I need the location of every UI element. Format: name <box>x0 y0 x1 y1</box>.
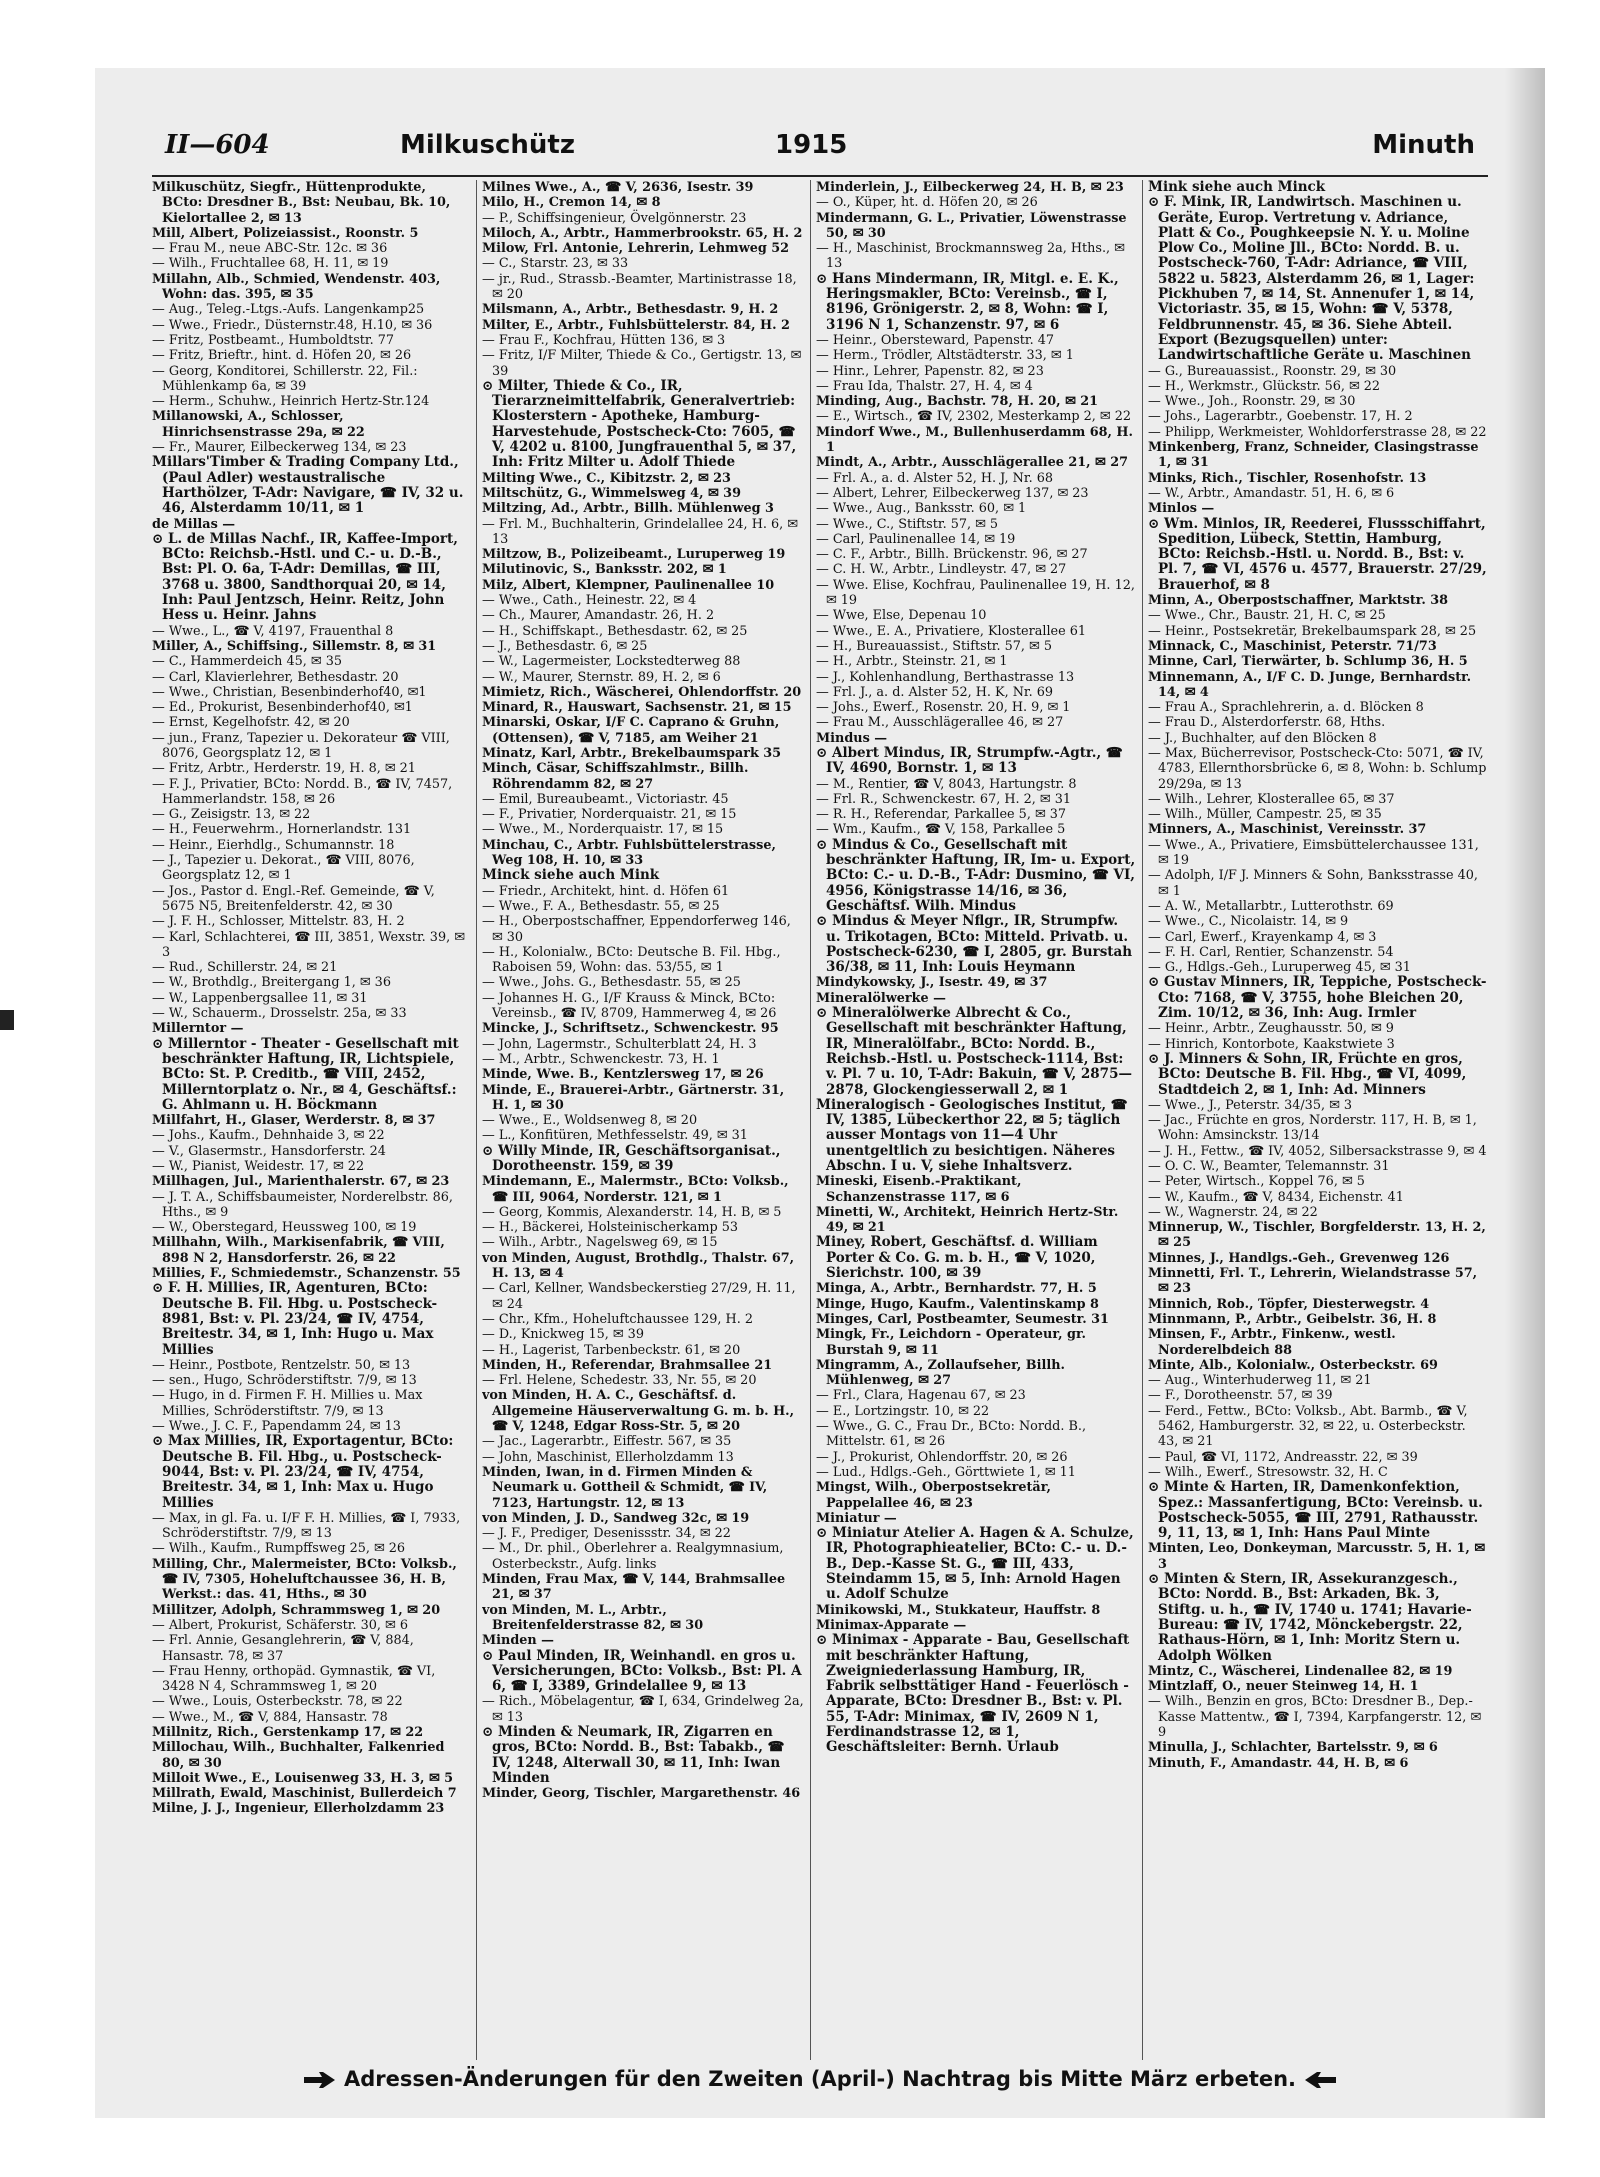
directory-entry: — Herm., Schuhw., Heinrich Hertz-Str.124 <box>152 394 430 410</box>
directory-entry: — jun., Franz, Tapezier u. Dekorateur ☎ VIII, 8076, Georgsplatz 12, ✉ 1 <box>152 730 450 761</box>
directory-entry: — Wwe., Joh., Roonstr. 29, ✉ 30 <box>1148 394 1356 410</box>
directory-entry: Minks, Rich., Tischler, Rosenhofstr. 13 <box>1148 470 1427 486</box>
header-rule <box>152 175 1488 177</box>
directory-entry: — H., Bäckerei, Holsteinischerkamp 53 <box>482 1220 739 1236</box>
directory-entry: — Wwe., Louis, Osterbeckstr. 78, ✉ 22 <box>152 1694 403 1710</box>
directory-entry: — R. H., Referendar, Parkallee 5, ✉ 37 <box>816 807 1067 823</box>
directory-entry: — Wilh., Benzin en gros, BCto: Dresdner B., Dep.-Kasse Mattentw., ☎ I, 7394, Karpfangerstr. 12, ✉ 9 <box>1148 1694 1482 1740</box>
directory-entry: ⊙ Minte & Harten, IR, Damenkonfektion, Spez.: Massanfertigung, BCto: Vereinsb. u. Postscheck-5055, ☎ III, 2791, Rathausstr. 9, 11, 13, ✉ 1, Inh: Hans Paul Minte <box>1148 1479 1483 1542</box>
directory-entry: — G., Zeisigstr. 13, ✉ 22 <box>152 807 311 823</box>
directory-entry: Mindt, A., Arbtr., Ausschlägerallee 21, ✉ 27 <box>816 455 1129 471</box>
directory-entry: — Wilh., Fruchtallee 68, H. 11, ✉ 19 <box>152 256 389 272</box>
directory-entry: — H., Kolonialw., BCto: Deutsche B. Fil. Hbg., Raboisen 59, Wohn: das. 53/55, ✉ 1 <box>482 944 781 976</box>
directory-entry: — H., Werkmstr., Glückstr. 56, ✉ 22 <box>1148 378 1381 394</box>
directory-entry: Mindorf Wwe., M., Bullenhuserdamm 68, H. 1 <box>816 424 1133 456</box>
directory-entry: — Aug., Winterhuderweg 11, ✉ 21 <box>1148 1373 1372 1389</box>
directory-entry: — John, Lagermstr., Schulterblatt 24, H. 3 <box>482 1036 757 1052</box>
directory-entry: — Wwe., E., Woldsenweg 8, ✉ 20 <box>482 1113 698 1129</box>
directory-entry: Milz, Albert, Klempner, Paulinenallee 10 <box>482 577 775 593</box>
directory-entry: — Frl. A., a. d. Alster 52, H. J, Nr. 68 <box>816 470 1053 486</box>
directory-entry: Minetti, W., Architekt, Heinrich Hertz-Str. 49, ✉ 21 <box>816 1204 1119 1236</box>
directory-entry: ⊙ Mindus & Meyer Nflgr., IR, Strumpfw. u. Trikotagen, BCto: Mitteld. Privatb. u. Postscheck-6230, ☎ I, 2805, gr. Burstah 36/38, ✉ 11, Inh: Louis Heymann <box>816 913 1133 976</box>
directory-entry: Minnetti, Frl. T., Lehrerin, Wielandstrasse 57, ✉ 23 <box>1148 1266 1478 1297</box>
directory-entry: — Wwe., J., Peterstr. 34/35, ✉ 3 <box>1148 1097 1353 1113</box>
directory-entry: — Wwe., C., Stiftstr. 57, ✉ 5 <box>816 516 999 532</box>
page-header <box>165 130 1475 170</box>
year: 1915 <box>775 130 848 160</box>
last-entry-name: Minuth <box>1372 130 1475 160</box>
directory-entry: — Frau M., neue ABC-Str. 12c. ✉ 36 <box>152 241 388 257</box>
directory-entry: von Minden, H. A. C., Geschäftsf. d. Allgemeine Häuserverwaltung G. m. b. H., ☎ V, 1248, Edgar Ross-Str. 5, ✉ 20 <box>482 1388 795 1435</box>
directory-entry: — Wwe., L., ☎ V, 4197, Frauenthal 8 <box>152 623 394 639</box>
directory-entry: — Frl. Annie, Gesanglehrerin, ☎ V, 884, Hansastr. 78, ✉ 37 <box>152 1633 414 1664</box>
directory-entry: Minden, H., Referendar, Brahmsallee 21 <box>482 1357 773 1373</box>
directory-entry: Minnmann, P., Arbtr., Geibelstr. 36, H. 8 <box>1148 1311 1437 1327</box>
directory-entry: — W., Maurer, Sternstr. 89, H. 2, ✉ 6 <box>482 669 721 685</box>
column-2 <box>482 180 804 2060</box>
directory-entry: Mintzlaff, O., neuer Steinweg 14, H. 1 <box>1148 1679 1419 1695</box>
directory-entry: — W., Arbtr., Amandastr. 51, H. 6, ✉ 6 <box>1148 485 1395 501</box>
scan-edge-mark <box>0 1010 14 1030</box>
directory-entry: — Friedr., Architekt, hint. d. Höfen 61 <box>482 883 730 899</box>
directory-entry: — Wwe., C., Nicolaistr. 14, ✉ 9 <box>1148 914 1349 930</box>
directory-entry: Mindykowsky, J., Isestr. 49, ✉ 37 <box>816 975 1048 991</box>
directory-entry: Minges, Carl, Postbeamter, Seumestr. 31 <box>816 1311 1109 1327</box>
directory-entry: — Wwe., G. C., Frau Dr., BCto: Nordd. B., Mittelstr. 61, ✉ 26 <box>816 1419 1087 1450</box>
directory-entry: Millfahrt, H., Glaser, Werderstr. 8, ✉ 37 <box>152 1113 436 1129</box>
directory-entry: Minden — <box>482 1633 554 1649</box>
directory-entry: — Wwe, Else, Depenau 10 <box>816 608 987 624</box>
directory-entry: — F. J., Privatier, BCto: Nordd. B., ☎ IV, 7457, Hammerlandstr. 158, ✉ 26 <box>152 776 453 807</box>
directory-entry: ⊙ Minimax - Apparate - Bau, Gesellschaft mit beschränkter Haftung, Zweigniederlassung Hamburg, IR, Fabrik selbsttätiger Hand - Feuerlösch - Apparate, BCto: Dresdner B., Bst: v. Pl. 55, T-Adr: Minimax, ☎ IV, 2609 N 1, Ferdinandstrasse 12, ✉ 1, Geschäftsleiter: Bernh. Urlaub <box>816 1632 1130 1756</box>
directory-entry: — Wwe., Chr., Baustr. 21, H. C, ✉ 25 <box>1148 608 1386 624</box>
directory-entry: Minne, Carl, Tierwärter, b. Schlump 36, H. 5 <box>1148 654 1468 670</box>
directory-entry: — Heinr., Postbote, Rentzelstr. 50, ✉ 13 <box>152 1357 411 1373</box>
directory-entry: Miniatur — <box>816 1510 897 1526</box>
directory-entry: Milnes Wwe., A., ☎ V, 2636, Isestr. 39 <box>482 180 754 195</box>
directory-entry: — Jac., Lagerarbtr., Eiffestr. 567, ✉ 35 <box>482 1434 732 1450</box>
directory-entry: von Minden, August, Brothdlg., Thalstr. 67, H. 13, ✉ 4 <box>482 1250 795 1282</box>
directory-entry: — Lud., Hdlgs.-Geh., Görttwiete 1, ✉ 11 <box>816 1464 1076 1480</box>
directory-entry: — J. H., Fettw., ☎ IV, 4052, Silbersackstrasse 9, ✉ 4 <box>1148 1143 1487 1159</box>
directory-entry: Minder, Georg, Tischler, Margarethenstr. 46 <box>482 1786 801 1802</box>
directory-entry: Millars'Timber & Trading Company Ltd., (Paul Adler) westaustralische Harthölzer, T-Adr: Navigare, ☎ IV, 32 u. 46, Alsterdamm 10/11, ✉ 1 <box>152 454 464 517</box>
directory-entry: — M., Rentier, ☎ V, 8043, Hartungstr. 8 <box>816 776 1077 792</box>
directory-entry: Miltzing, Ad., Arbtr., Billh. Mühlenweg 3 <box>482 501 774 517</box>
directory-entry: Minch, Cäsar, Schiffszahlmstr., Billh. Röhrendamm 82, ✉ 27 <box>482 761 749 792</box>
first-entry-name: Milkuschütz <box>400 130 575 160</box>
directory-entry: — jr., Rud., Strassb.-Beamter, Martinistrasse 18, ✉ 20 <box>482 271 797 303</box>
directory-entry: — C., Hammerdeich 45, ✉ 35 <box>152 654 342 670</box>
directory-entry: — Frau A., Sprachlehrerin, a. d. Blöcken 8 <box>1148 700 1424 716</box>
directory-entry: — Wilh., Ewerf., Stresowstr. 32, H. C <box>1148 1464 1388 1480</box>
directory-entry: ⊙ J. Minners & Sohn, IR, Früchte en gros, BCto: Deutsche B. Fil. Hbg., ☎ VI, 4099, Stadtdeich 2, ✉ 1, Inh: Ad. Minners <box>1148 1050 1467 1098</box>
directory-entry: ⊙ F. H. Millies, IR, Agenturen, BCto: Deutsche B. Fil. Hbg. u. Postscheck-8981, Bst: v. Pl. 23/24, ☎ IV, 4754, Breitestr. 34, ✉ 1, Inh: Hugo u. Max Millies <box>152 1280 438 1358</box>
directory-entry: ⊙ F. Mink, IR, Landwirtsch. Maschinen u. Geräte, Europ. Vertretung v. Adriance, Platt & Co., Poughkeepsie N. Y. u. Moline Plow Co., Moline Jll., BCto: Nordd. B. u. Postscheck-760, T-Adr: Adriance, ☎ VIII, 5822 u. 5823, Alsterdamm 26, ✉ 1, Lager: Pickhuben 7, ✉ 14, St. Annenufer 1, ✉ 14, Victoriastr. 35, ✉ 15, Wohn: ☎ V, 5378, Feldbrunnenstr. 45, ✉ 36. Siehe Abteil. Export (Bezugsquellen) unter: Landwirtschaftliche Geräte u. Maschinen <box>1148 194 1475 364</box>
footer-notice <box>152 2067 1488 2101</box>
directory-entry: — J. F., Prediger, Desenissstr. 34, ✉ 22 <box>482 1526 731 1542</box>
directory-entry: — M., Arbtr., Schwenckestr. 73, H. 1 <box>482 1051 720 1067</box>
directory-entry: Minikowski, M., Stukkateur, Hauffstr. 8 <box>816 1602 1101 1618</box>
directory-entry: — W., Brothdlg., Breitergang 1, ✉ 36 <box>152 975 391 991</box>
directory-entry: — Aug., Teleg.-Ltgs.-Aufs. Langenkamp25 <box>152 302 425 318</box>
directory-entry: Milutinovic, S., Banksstr. 202, ✉ 1 <box>482 562 727 578</box>
directory-entry: Minde, Wwe. B., Kentzlersweg 17, ✉ 26 <box>482 1067 764 1083</box>
directory-entry: ⊙ Albert Mindus, IR, Strumpfw.-Agtr., ☎ IV, 4690, Bornstr. 1, ✉ 13 <box>816 744 1123 777</box>
directory-entry: Mintz, C., Wäscherei, Lindenallee 82, ✉ 19 <box>1148 1663 1453 1679</box>
directory-entry: von Minden, M. L., Arbtr., Breitenfelderstrasse 82, ✉ 30 <box>482 1602 704 1633</box>
directory-entry: Mingk, Fr., Leichdorn - Operateur, gr. Burstah 9, ✉ 11 <box>816 1327 1087 1358</box>
directory-entry: — Frau Ida, Thalstr. 27, H. 4, ✉ 4 <box>816 378 1033 394</box>
directory-entry: Minkenberg, Franz, Schneider, Clasingstrasse 1, ✉ 31 <box>1148 440 1479 471</box>
directory-entry: Minners, A., Maschinist, Vereinsstr. 37 <box>1148 822 1427 838</box>
directory-entry: — Max, in gl. Fa. u. I/F F. H. Millies, ☎ I, 7933, Schröderstiftstr. 7/9, ✉ 13 <box>152 1510 461 1542</box>
directory-entry: — Wwe., M., Norderquaistr. 17, ✉ 15 <box>482 822 724 838</box>
directory-entry: Minatz, Karl, Arbtr., Brekelbaumspark 35 <box>482 745 782 761</box>
directory-entry: ⊙ Gustav Minners, IR, Teppiche, Postscheck-Cto: 7168, ☎ V, 3755, hohe Bleichen 20, Zim. 10/12, ✉ 36, Inh: Aug. Irmler <box>1148 974 1487 1022</box>
directory-entry: Millochau, Wilh., Buchhalter, Falkenried 80, ✉ 30 <box>152 1740 445 1771</box>
directory-entry: — Hinrich, Kontorbote, Kaakstwiete 3 <box>1148 1036 1395 1052</box>
directory-entry: — Fritz, Brieftr., hint. d. Höfen 20, ✉ 26 <box>152 348 412 364</box>
directory-entry: — Wwe., J. C. F., Papendamm 24, ✉ 13 <box>152 1419 401 1435</box>
directory-entry: — H., Schiffskapt., Bethesdastr. 62, ✉ 25 <box>482 623 748 639</box>
directory-entry: — Frl. M., Buchhalterin, Grindelallee 24, H. 6, ✉ 13 <box>482 516 798 547</box>
directory-entry: — E., Wirtsch., ☎ IV, 2302, Mesterkamp 2, ✉ 22 <box>816 409 1131 425</box>
directory-entry: — Wilh., Lehrer, Klosterallee 65, ✉ 37 <box>1148 791 1395 807</box>
directory-entry: — Carl, Klavierlehrer, Bethesdastr. 20 <box>152 669 399 685</box>
directory-entry: Millnitz, Rich., Gerstenkamp 17, ✉ 22 <box>152 1724 424 1740</box>
directory-entry: ⊙ L. de Millas Nachf., IR, Kaffee-Import, BCto: Reichsb.-Hstl. und C.- u. D.-B., Bst: Pl. O. 6a, T-Adr: Demillas, ☎ III, 3768 u. 3800, Sandthorquai 20, ✉ 14, Inh: Paul Jentzsch, Heinr. Reitz, John Hess u. Heinr. Jahns <box>152 530 458 624</box>
directory-entry: Minga, A., Arbtr., Bernhardstr. 77, H. 5 <box>816 1281 1097 1297</box>
directory-entry: — Wwe., Johs. G., Bethesdastr. 55, ✉ 25 <box>482 975 741 991</box>
directory-entry: — F., Privatier, Norderquaistr. 21, ✉ 15 <box>482 807 737 823</box>
directory-entry: Milsmann, A., Arbtr., Bethesdastr. 9, H. 2 <box>482 302 779 318</box>
directory-entry: ⊙ Max Millies, IR, Exportagentur, BCto: Deutsche B. Fil. Hbg., u. Postscheck-9044, Bst: v. Pl. 23/24, ☎ IV, 4754, Breitestr. 34, ✉ 1, Inh: Max u. Hugo Millies <box>152 1433 454 1511</box>
directory-entry: Minnerup, W., Tischler, Borgfelderstr. 13, H. 2, ✉ 25 <box>1148 1220 1486 1251</box>
directory-entry: — Wwe., Friedr., Düsternstr.48, H.10, ✉ 36 <box>152 317 433 333</box>
directory-entry: Millies, F., Schmiedemstr., Schanzenstr. 55 <box>152 1266 461 1282</box>
directory-entry: Millanowski, A., Schlosser, Hinrichsenstrasse 29a, ✉ 22 <box>152 409 365 440</box>
directory-entry: — Ed., Prokurist, Besenbinderhof40, ✉1 <box>152 700 413 716</box>
directory-entry: — Wwe., Aug., Banksstr. 60, ✉ 1 <box>816 501 1027 517</box>
directory-entry: ⊙ Miniatur Atelier A. Hagen & A. Schulze, IR, Photographieatelier, BCto: C.- u. D.-B., Dep.-Kasse St. G., ☎ III, 433, Steindamm 15, ✉ 5, Inh: Arnold Hagen u. Adolf Schulze <box>816 1525 1134 1603</box>
directory-entry: ⊙ Mindus & Co., Gesellschaft mit beschränkter Haftung, IR, Im- u. Export, BCto: C.- u. D.-B., T-Adr: Dusmino, ☎ VI, 4956, Königstrasse 14/16, ✉ 36, Geschäftsf. Wilh. Mindus <box>816 836 1136 914</box>
directory-entry: — John, Maschinist, Ellerholzdamm 13 <box>482 1449 734 1465</box>
directory-entry: — Carl, Paulinenallee 14, ✉ 19 <box>816 531 1016 547</box>
directory-entry: Miltschütz, G., Wimmelsweg 4, ✉ 39 <box>482 485 741 501</box>
page-number: II—604 <box>165 130 270 160</box>
page-gutter-shadow <box>1505 68 1545 2118</box>
directory-entry: — Frl. Helene, Schedestr. 33, Nr. 55, ✉ 20 <box>482 1373 757 1389</box>
directory-entry: — Fritz, Arbtr., Herderstr. 19, H. 8, ✉ 21 <box>152 761 416 777</box>
directory-entry: — Adolph, I/F J. Minners & Sohn, Banksstrasse 40, ✉ 1 <box>1148 868 1478 899</box>
directory-entry: — P., Schiffsingenieur, Övelgönnerstr. 23 <box>482 210 747 226</box>
directory-entry: — Heinr., Obersteward, Papenstr. 47 <box>816 332 1055 348</box>
directory-entry: — Frau Henny, orthopäd. Gymnastik, ☎ VI, 3428 N 4, Schrammsweg 1, ✉ 20 <box>152 1663 436 1695</box>
directory-entry: — Wwe., A., Privatiere, Eimsbüttelerchaussee 131, ✉ 19 <box>1148 837 1479 869</box>
directory-entry: Milow, Frl. Antonie, Lehrerin, Lehmweg 52 <box>482 241 790 257</box>
directory-entry: — J., Prokurist, Ohlendorffstr. 20, ✉ 26 <box>816 1449 1068 1465</box>
directory-entry: Minderlein, J., Eilbeckerweg 24, H. B, ✉ 23 <box>816 180 1124 195</box>
directory-entry: ⊙ Wm. Minlos, IR, Reederei, Flussschiffahrt, Spedition, Lübeck, Stettin, Hamburg, BCto: Reichsb.-Hstl. u. Nordd. B., Bst: v. Pl. 7, ☎ VI, 4576 u. 4577, Brauerstr. 27/29, Brauerhof, ✉ 8 <box>1148 515 1487 593</box>
directory-entry: — V., Glasermstr., Hansdorferstr. 24 <box>152 1143 386 1159</box>
directory-entry: ⊙ Hans Mindermann, IR, Mitgl. e. E. K., Heringsmakler, BCto: Vereinsb., ☎ I, 8196, Grönigerstr. 2, ✉ 8, Wohn: ☎ I, 3196 N 1, Schanzenstr. 97, ✉ 6 <box>816 270 1119 333</box>
directory-entry: — W., Lagermeister, Lockstedterweg 88 <box>482 654 741 670</box>
directory-entry: Mindermann, G. L., Privatier, Löwenstrasse 50, ✉ 30 <box>816 210 1127 241</box>
directory-entry: — W., Pianist, Weidestr. 17, ✉ 22 <box>152 1159 365 1174</box>
directory-entry: Minten, Leo, Donkeyman, Marcusstr. 5, H. 1, ✉ 3 <box>1148 1541 1486 1572</box>
directory-entry: Mimietz, Rich., Wäscherei, Ohlendorffstr. 20 <box>482 684 802 700</box>
directory-entry: — Carl, Ewerf., Krayenkamp 4, ✉ 3 <box>1148 929 1377 945</box>
directory-entry: Minck siehe auch Mink <box>482 867 660 884</box>
directory-entry: de Millas — <box>152 516 236 532</box>
directory-entry: — Frl. J., a. d. Alster 52, H. K, Nr. 69 <box>816 684 1054 700</box>
directory-entry: Miloch, A., Arbtr., Hammerbrookstr. 65, H. 2 <box>482 225 803 241</box>
directory-entry: Minnack, C., Maschinist, Peterstr. 71/73 <box>1148 638 1437 654</box>
column-1 <box>152 180 470 2060</box>
directory-entry: — Rich., Möbelagentur, ☎ I, 634, Grindelweg 2a, ✉ 13 <box>482 1694 804 1725</box>
directory-entry: ⊙ Minden & Neumark, IR, Zigarren en gros, BCto: Nordd. B., Bst: Tabakb., ☎ IV, 1248, Alterwall 30, ✉ 11, Inh: Iwan Minden <box>482 1723 785 1786</box>
directory-entry: — H., Oberpostschaffner, Eppendorferweg 146, ✉ 30 <box>482 914 791 945</box>
directory-entry: Mindemann, E., Malermstr., BCto: Volksb., ☎ III, 9064, Norderstr. 121, ✉ 1 <box>482 1174 789 1205</box>
directory-entry: — J. T. A., Schiffsbaumeister, Norderelbstr. 86, Hths., ✉ 9 <box>152 1189 453 1220</box>
directory-entry: — H., Bureauassist., Stiftstr. 57, ✉ 5 <box>816 638 1052 654</box>
column-4 <box>1148 180 1488 2060</box>
directory-entry: Minnemann, A., I/F C. D. Junge, Bernhardstr. 14, ✉ 4 <box>1148 669 1472 700</box>
directory-entry: Minding, Aug., Bachstr. 78, H. 20, ✉ 21 <box>816 394 1099 410</box>
pointing-hand-left-icon <box>1303 2071 1337 2089</box>
directory-entry: — Georg, Kommis, Alexanderstr. 14, H. B, ✉ 5 <box>482 1204 782 1220</box>
directory-entry: Minnich, Rob., Töpfer, Diesterwegstr. 4 <box>1148 1296 1430 1312</box>
directory-entry: — Ferd., Fettw., BCto: Volksb., Abt. Barmb., ☎ V, 5462, Hamburgerstr. 32, ✉ 22, u. Osterbeckstr. 43, ✉ 21 <box>1148 1403 1468 1450</box>
directory-entry: — Frl. R., Schwenckestr. 67, H. 2, ✉ 31 <box>816 791 1071 807</box>
directory-entry: Mindus — <box>816 730 888 746</box>
directory-entry: ⊙ Willy Minde, IR, Geschäftsorganisat., Dorotheenstr. 159, ✉ 39 <box>482 1142 781 1174</box>
directory-entry: Minsen, F., Arbtr., Finkenw., westl. Norderelbdeich 88 <box>1148 1327 1396 1358</box>
directory-entry: — W., Schauerm., Drosselstr. 25a, ✉ 33 <box>152 1006 407 1022</box>
directory-entry: — Johs., Kaufm., Dehnhaide 3, ✉ 22 <box>152 1128 385 1144</box>
directory-entry: — Rud., Schillerstr. 24, ✉ 21 <box>152 960 338 976</box>
directory-entry: — E., Lortzingstr. 10, ✉ 22 <box>816 1403 990 1419</box>
directory-entry: Milling, Chr., Malermeister, BCto: Volksb., ☎ IV, 7305, Hoheluftchaussee 36, H. B, Werkst.: das. 41, Hths., ✉ 30 <box>152 1556 457 1603</box>
directory-entry: ⊙ Milter, Thiede & Co., IR, Tierarzneimittelfabrik, Generalvertrieb: Klosterstern - Apotheke, Hamburg-Harvestehude, Postscheck-Cto: 7605, ☎ V, 4202 u. 8100, Jungfrauenthal 5, ✉ 37, Inh: Fritz Milter u. Adolf Thiede <box>482 377 797 471</box>
directory-entry: Milo, H., Cremon 14, ✉ 8 <box>482 195 661 211</box>
directory-entry: — H., Lagerist, Tarbenbeckstr. 61, ✉ 20 <box>482 1342 741 1358</box>
directory-entry: — Hinr., Lehrer, Papenstr. 82, ✉ 23 <box>816 363 1044 379</box>
directory-entry: Minchau, C., Arbtr. Fuhlsbüttelerstrasse, Weg 108, H. 10, ✉ 33 <box>482 837 776 869</box>
directory-entry: — H., Maschinist, Brockmannsweg 2a, Hths., ✉ 13 <box>816 241 1125 272</box>
directory-entry: — Wilh., Müller, Campestr. 25, ✉ 35 <box>1148 807 1382 823</box>
directory-entry: — Max, Bücherrevisor, Postscheck-Cto: 5071, ☎ IV, 4783, Ellernthorsbrücke 6, ✉ 8, Wohn: b. Schlump 29/29a, ✉ 13 <box>1148 745 1487 792</box>
directory-entry: — M., Dr. phil., Oberlehrer a. Realgymnasium, Osterbeckstr., Aufg. links <box>482 1541 784 1572</box>
footer-text: Adressen-Änderungen für den Zweiten (April-) Nachtrag bis Mitte März erbeten. <box>343 2067 1297 2091</box>
directory-entry: — Wilh., Kaufm., Rumpffsweg 25, ✉ 26 <box>152 1541 406 1557</box>
directory-entry: — Carl, Kellner, Wandsbeckerstieg 27/29, H. 11, ✉ 24 <box>482 1281 796 1312</box>
directory-entry: — Georg, Konditorei, Schillerstr. 22, Fil.: Mühlenkamp 6a, ✉ 39 <box>152 363 418 394</box>
directory-entry: ⊙ Millerntor - Theater - Gesellschaft mit beschränkter Haftung, IR, Lichtspiele, BCto: St. P. Creditb., ☎ VIII, 2452, Millerntorplatz o. Nr., ✉ 4, Geschäftsf.: G. Ahlmann u. H. Böckmann <box>152 1035 459 1113</box>
directory-entry: Milter, E., Arbtr., Fuhlsbüttelerstr. 84, H. 2 <box>482 317 790 333</box>
directory-entry: Minte, Alb., Kolonialw., Osterbeckstr. 69 <box>1148 1357 1438 1373</box>
directory-entry: — Albert, Lehrer, Eilbeckerweg 137, ✉ 23 <box>816 485 1089 501</box>
directory-entry: Mingramm, A., Zollaufseher, Billh. Mühlenweg, ✉ 27 <box>816 1357 1065 1389</box>
directory-entry: — Philipp, Werkmeister, Wohldorferstrasse 28, ✉ 22 <box>1148 424 1487 440</box>
directory-entry: Millhahn, Wilh., Markisenfabrik, ☎ VIII, 898 N 2, Hansdorferstr. 26, ✉ 22 <box>152 1235 445 1266</box>
directory-entry: Minden, Frau Max, ☎ V, 144, Brahmsallee 21, ✉ 37 <box>482 1572 786 1603</box>
directory-entry: Minarski, Oskar, I/F C. Caprano & Gruhn, (Ottensen), ☎ V, 7185, am Weiher 21 <box>482 715 780 746</box>
directory-entry: — Heinr., Arbtr., Zeughausstr. 50, ✉ 9 <box>1148 1021 1394 1037</box>
directory-entry: — O., Küper, ht. d. Höfen 20, ✉ 26 <box>816 195 1038 211</box>
directory-entry: Mingst, Wilh., Oberpostsekretär, Pappelallee 46, ✉ 23 <box>816 1480 1051 1511</box>
directory-entry: — Frau D., Alsterdorferstr. 68, Hths. <box>1148 715 1386 731</box>
directory-entry: — J. F. H., Schlosser, Mittelstr. 83, H. 2 <box>152 914 405 930</box>
directory-entry: — Frl., Clara, Hagenau 67, ✉ 23 <box>816 1388 1026 1404</box>
directory-entry: Minuth, F., Amandastr. 44, H. B, ✉ 6 <box>1148 1755 1409 1771</box>
directory-entry: — Wwe., E. A., Privatiere, Klosterallee 61 <box>816 623 1087 639</box>
directory-entry: — Herm., Trödler, Altstädterstr. 33, ✉ 1 <box>816 348 1074 364</box>
directory-entry: — D., Knickweg 15, ✉ 39 <box>482 1327 644 1343</box>
directory-entry: von Minden, J. D., Sandweg 32c, ✉ 19 <box>482 1510 750 1526</box>
directory-entry: Mink siehe auch Minck <box>1148 180 1326 195</box>
directory-entry: Millhagen, Jul., Marienthalerstr. 67, ✉ 23 <box>152 1174 450 1190</box>
directory-entry: — J., Buchhalter, auf den Blöcken 8 <box>1148 730 1377 746</box>
directory-entry: — W., Kaufm., ☎ V, 8434, Eichenstr. 41 <box>1148 1189 1404 1205</box>
directory-entry: — Frau F., Kochfrau, Hütten 136, ✉ 3 <box>482 332 726 348</box>
directory-entry: ⊙ Paul Minden, IR, Weinhandl. en gros u. Versicherungen, BCto: Volksb., Bst: Pl. A 6, ☎ I, 3389, Grindelallee 9, ✉ 13 <box>482 1647 802 1695</box>
directory-entry: — C. F., Arbtr., Billh. Brückenstr. 96, ✉ 27 <box>816 547 1088 563</box>
directory-entry: — Jos., Pastor d. Engl.-Ref. Gemeinde, ☎ V, 5675 N5, Breitenfelderstr. 42, ✉ 30 <box>152 883 435 914</box>
directory-entry: Mineralogisch - Geologisches Institut, ☎ IV, 1385, Lübeckerthor 22, ✉ 5; täglich ausser Montags von 11—4 Uhr unentgeltlich zu besichtigen. Näheres Abschn. I u. V, siehe Inhaltsverz. <box>816 1096 1128 1174</box>
directory-entry: Milloit Wwe., E., Louisenweg 33, H. 3, ✉ 5 <box>152 1770 454 1786</box>
directory-entry: Mineski, Eisenb.-Praktikant, Schanzenstrasse 117, ✉ 6 <box>816 1174 1022 1205</box>
directory-entry: — F., Dorotheenstr. 57, ✉ 39 <box>1148 1388 1333 1404</box>
directory-entry: Miney, Robert, Geschäftsf. d. William Porter & Co. G. m. b. H., ☎ V, 1020, Sierichstr. 100, ✉ 39 <box>816 1234 1098 1282</box>
directory-entry: — W., Wagnerstr. 24, ✉ 22 <box>1148 1204 1318 1220</box>
directory-entry: — J., Bethesdastr. 6, ✉ 25 <box>482 638 648 654</box>
directory-entry: — J., Tapezier u. Dekorat., ☎ VIII, 8076, Georgsplatz 12, ✉ 1 <box>152 853 415 884</box>
directory-entry: Minard, R., Hauswart, Sachsenstr. 21, ✉ 15 <box>482 700 792 716</box>
directory-entry: — Wilh., Arbtr., Nagelsweg 69, ✉ 15 <box>482 1235 718 1251</box>
directory-entry: — Chr., Kfm., Hoheluftchaussee 129, H. 2 <box>482 1311 753 1327</box>
directory-entry: — Fritz, I/F Milter, Thiede & Co., Gertigstr. 13, ✉ 39 <box>482 348 802 379</box>
directory-entry: — Wwe., M., ☎ V, 884, Hansastr. 78 <box>152 1709 388 1725</box>
column-3 <box>816 180 1136 2060</box>
directory-entry: — Wwe. Elise, Kochfrau, Paulinenallee 19, H. 12, ✉ 19 <box>816 577 1135 609</box>
directory-entry: Minde, E., Brauerei-Arbtr., Gärtnerstr. 31, H. 1, ✉ 30 <box>482 1082 785 1113</box>
directory-entry: — Fr., Maurer, Eilbeckerweg 134, ✉ 23 <box>152 440 407 456</box>
directory-entry: ⊙ Minten & Stern, IR, Assekuranzgesch., BCto: Nordd. B., Bst: Arkaden, Bk. 3, Stiftg. u. h., ☎ IV, 1740 u. 1741; Havarie-Bureau: ☎ IV, 1742, Mönckebergstr. 22, Rathaus-Hörn, ✉ 1, Inh: Moritz Stern u. Adolph Wölken <box>1148 1571 1472 1664</box>
directory-entry: — O. C. W., Beamter, Telemannstr. 31 <box>1148 1159 1390 1174</box>
directory-entry: — Wm., Kaufm., ☎ V, 158, Parkallee 5 <box>816 822 1066 838</box>
directory-entry: ⊙ Mineralölwerke Albrecht & Co., Gesellschaft mit beschränkter Haftung, IR, Mineralölfabr., BCto: Nordd. B., Reichsb.-Hstl. u. Postscheck-1114, Bst: v. Pl. 7 u. 10, T-Adr: Bakuin, ☎ V, 2875—2878, Glockengiesserwall 2, ✉ 1 <box>816 1005 1132 1098</box>
directory-entry: — W., Lappenbergsallee 11, ✉ 31 <box>152 990 368 1006</box>
directory-entry: — C. H. W., Arbtr., Lindleystr. 47, ✉ 27 <box>816 562 1067 578</box>
directory-entry: Minlos — <box>1148 501 1215 517</box>
directory-entry: — Heinr., Postsekretär, Brekelbaumspark 28, ✉ 25 <box>1148 623 1477 639</box>
directory-entry: — Johannes H. G., I/F Krauss & Minck, BCto: Vereinsb., ☎ IV, 8709, Hammerweg 4, ✉ 26 <box>482 990 777 1022</box>
directory-entry: — C., Starstr. 23, ✉ 33 <box>482 256 629 272</box>
directory-entry: — G., Hdlgs.-Geh., Luruperweg 45, ✉ 31 <box>1148 960 1411 976</box>
directory-entry: Millitzer, Adolph, Schrammsweg 1, ✉ 20 <box>152 1602 441 1618</box>
directory-entry: — A. W., Metallarbtr., Lutterothstr. 69 <box>1148 898 1394 914</box>
directory-entry: — Hugo, in d. Firmen F. H. Millies u. Max Millies, Schröderstiftstr. 7/9, ✉ 13 <box>152 1388 423 1419</box>
directory-entry: Minge, Hugo, Kaufm., Valentinskamp 8 <box>816 1296 1099 1312</box>
directory-entry: Millrath, Ewald, Maschinist, Bullerdeich 7 <box>152 1786 457 1802</box>
directory-entry: — Karl, Schlachterei, ☎ III, 3851, Wexstr. 39, ✉ 3 <box>152 929 465 960</box>
directory-entry: — Wwe., Cath., Heinestr. 22, ✉ 4 <box>482 593 697 609</box>
pointing-hand-right-icon <box>303 2071 337 2089</box>
directory-entry: — Albert, Prokurist, Schäferstr. 30, ✉ 6 <box>152 1617 408 1633</box>
directory-entry: Minulla, J., Schlachter, Bartelsstr. 9, ✉ 6 <box>1148 1740 1438 1756</box>
directory-entry: — F. H. Carl, Rentier, Schanzenstr. 54 <box>1148 944 1394 960</box>
directory-entry: — Ernst, Kegelhofstr. 42, ✉ 20 <box>152 715 350 731</box>
directory-entry: — L., Konfitüren, Methfesselstr. 49, ✉ 31 <box>482 1128 748 1144</box>
directory-entry: — H., Arbtr., Steinstr. 21, ✉ 1 <box>816 654 1008 670</box>
directory-entry: Milne, J. J., Ingenieur, Ellerholzdamm 23 <box>152 1801 445 1817</box>
directory-entry: — W., Oberstegard, Heussweg 100, ✉ 19 <box>152 1220 417 1236</box>
directory-entry: Minnes, J., Handlgs.-Geh., Grevenweg 126 <box>1148 1250 1450 1266</box>
directory-entry: — J., Kohlenhandlung, Berthastrasse 13 <box>816 669 1075 685</box>
directory-entry: — Paul, ☎ VI, 1172, Andreasstr. 22, ✉ 39 <box>1148 1449 1418 1465</box>
directory-columns <box>152 180 1488 2060</box>
directory-entry: Miller, A., Schiffsing., Sillemstr. 8, ✉ 31 <box>152 638 437 654</box>
directory-entry: Milkuschütz, Siegfr., Hüttenprodukte, BCto: Dresdner B., Bst: Neubau, Bk. 10, Kielortallee 2, ✉ 13 <box>152 180 451 226</box>
directory-entry: — sen., Hugo, Schröderstiftstr. 7/9, ✉ 13 <box>152 1373 417 1389</box>
directory-entry: Minimax-Apparate — <box>816 1617 967 1633</box>
directory-entry: Milting Wwe., C., Kibitzstr. 2, ✉ 23 <box>482 470 731 486</box>
directory-entry: — Jac., Früchte en gros, Norderstr. 117, H. B, ✉ 1, Wohn: Amsinckstr. 13/14 <box>1148 1113 1477 1144</box>
directory-entry: Minden, Iwan, in d. Firmen Minden & Neumark u. Gottheil & Schmidt, ☎ IV, 7123, Hartungstr. 12, ✉ 13 <box>482 1464 768 1511</box>
directory-entry: — Johs., Ewerf., Rosenstr. 20, H. 9, ✉ 1 <box>816 700 1071 716</box>
directory-entry: — Johs., Lagerarbtr., Goebenstr. 17, H. 2 <box>1148 409 1413 425</box>
directory-entry: — Emil, Bureaubeamt., Victoriastr. 45 <box>482 791 729 807</box>
directory-entry: — G., Bureauassist., Roonstr. 29, ✉ 30 <box>1148 363 1397 379</box>
directory-entry: — H., Feuerwehrm., Hornerlandstr. 131 <box>152 822 412 838</box>
directory-entry: — Fritz, Postbeamt., Humboldtstr. 77 <box>152 332 395 348</box>
directory-entry: — Frau M., Ausschlägerallee 46, ✉ 27 <box>816 715 1064 731</box>
directory-entry: — Wwe., F. A., Bethesdastr. 55, ✉ 25 <box>482 898 720 914</box>
directory-entry: Minn, A., Oberpostschaffner, Marktstr. 38 <box>1148 593 1449 609</box>
directory-entry: Millahn, Alb., Schmied, Wendenstr. 403, Wohn: das. 395, ✉ 35 <box>152 271 441 303</box>
directory-entry: Mineralölwerke — <box>816 990 946 1006</box>
directory-entry: Mincke, J., Schriftsetz., Schwenckestr. 95 <box>482 1021 779 1037</box>
directory-entry: Millerntor — <box>152 1021 244 1037</box>
directory-entry: — Wwe., Christian, Besenbinderhof40, ✉1 <box>152 684 427 700</box>
directory-entry: Miltzow, B., Polizeibeamt., Luruperweg 19 <box>482 547 786 563</box>
directory-entry: — Heinr., Eierhdlg., Schumannstr. 18 <box>152 837 395 853</box>
directory-entry: — Peter, Wirtsch., Koppel 76, ✉ 5 <box>1148 1174 1365 1190</box>
directory-entry: Mill, Albert, Polizeiassist., Roonstr. 5 <box>152 225 419 241</box>
directory-entry: — Ch., Maurer, Amandastr. 26, H. 2 <box>482 608 715 624</box>
